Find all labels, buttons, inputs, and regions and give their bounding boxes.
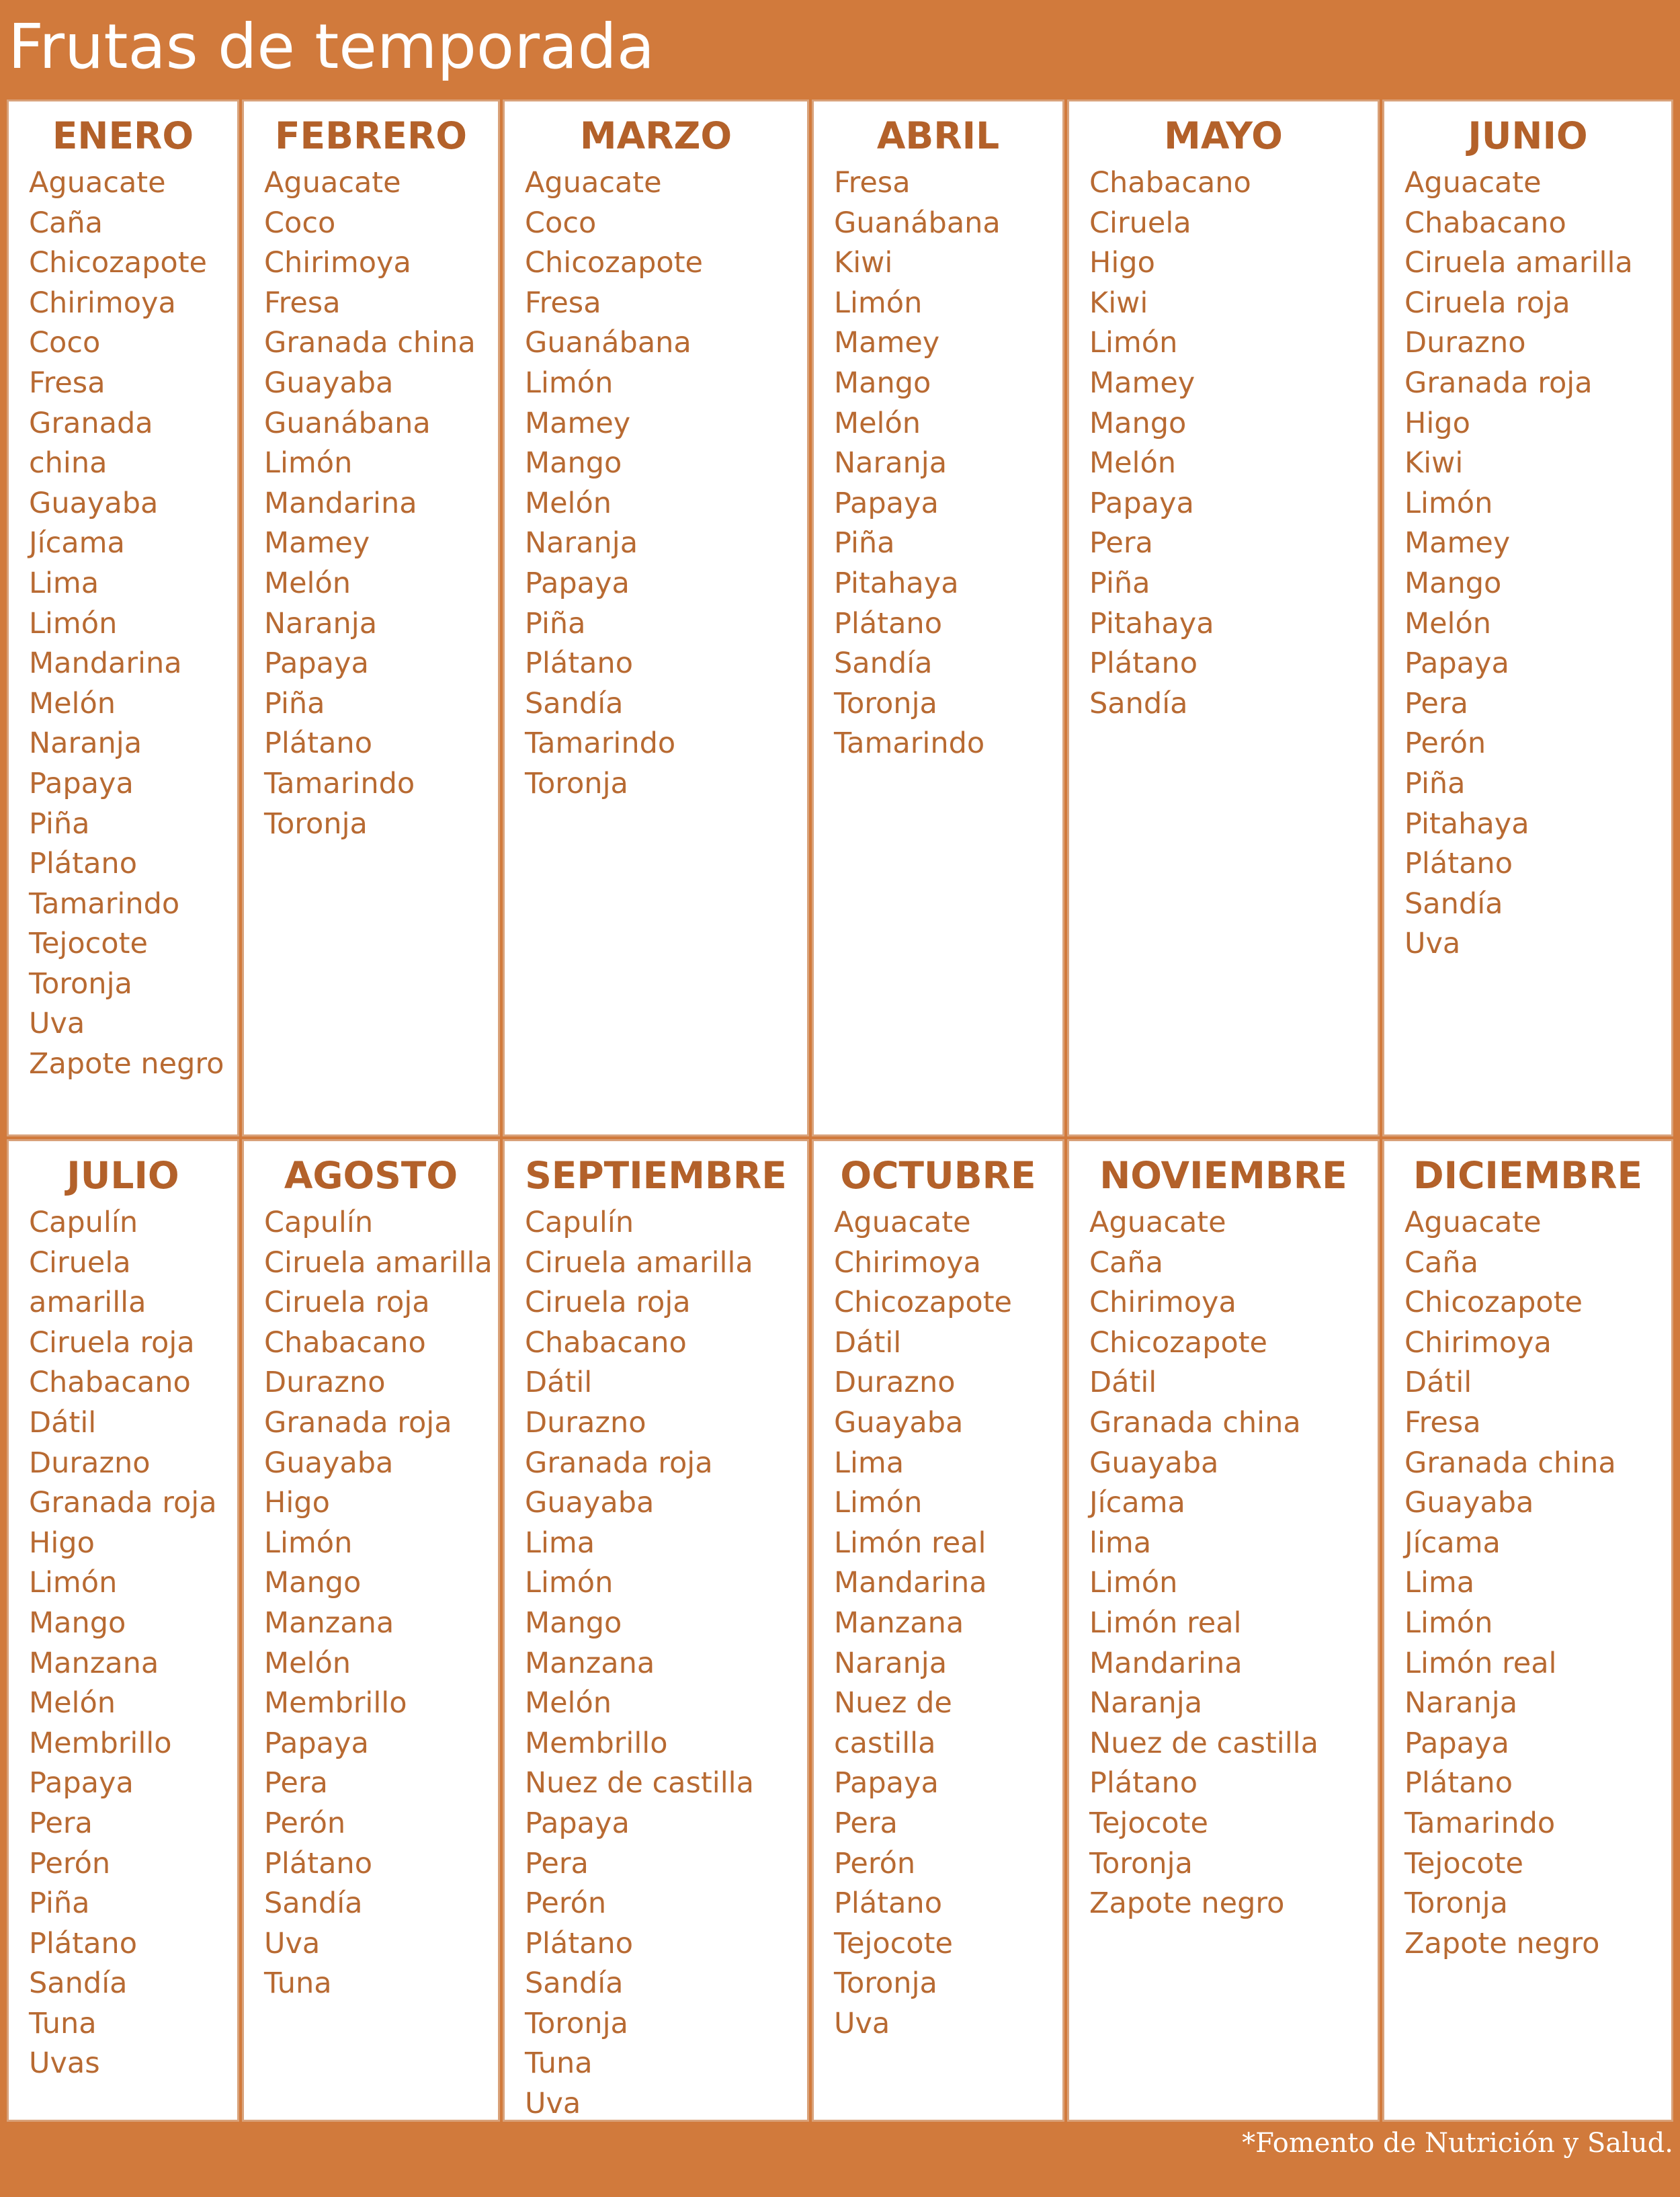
- fruit-item: Tuna: [29, 2006, 97, 2040]
- fruit-item: Dátil: [525, 1366, 593, 1400]
- fruit-item: Tamarindo: [834, 727, 985, 761]
- fruit-item: Nuez de: [834, 1686, 952, 1721]
- fruit-item: Sandía: [525, 686, 624, 720]
- fruit-item: Naranja: [1404, 1686, 1518, 1721]
- fruit-item: Higo: [264, 1486, 330, 1520]
- fruit-item: Caña: [1404, 1245, 1478, 1280]
- month-cell-agosto: [242, 1139, 500, 2122]
- fruit-list: [264, 163, 476, 844]
- fruit-item: Tejocote: [29, 927, 148, 961]
- fruit-item: Papaya: [525, 566, 630, 600]
- fruit-item: Granada roja: [264, 1405, 452, 1440]
- fruit-item: Perón: [834, 1846, 916, 1880]
- fruit-list: [834, 163, 1001, 764]
- fruit-item: Fresa: [264, 286, 341, 320]
- fruit-item: Granada china: [1089, 1405, 1301, 1440]
- fruit-item: Chabacano: [1089, 166, 1251, 200]
- fruit-item: Guayaba: [29, 486, 159, 520]
- fruit-item: Granada: [29, 406, 153, 440]
- fruit-item: Chirimoya: [29, 286, 176, 320]
- fruit-item: Piña: [29, 806, 90, 841]
- fruit-item: Dátil: [834, 1325, 902, 1360]
- fruit-item: Piña: [1089, 566, 1150, 600]
- fruit-item: china: [29, 446, 108, 481]
- fruit-item: Mandarina: [834, 1566, 987, 1600]
- fruit-item: Naranja: [29, 727, 142, 761]
- fruit-item: Naranja: [525, 526, 638, 561]
- fruit-item: Papaya: [1404, 647, 1509, 681]
- fruit-item: Granada roja: [1404, 366, 1593, 400]
- fruit-item: Ciruela: [29, 1245, 131, 1280]
- fruit-item: Ciruela amarilla: [525, 1245, 753, 1280]
- fruit-item: Uva: [264, 1926, 321, 1960]
- fruit-item: Sandía: [1089, 686, 1188, 720]
- fruit-item: Pera: [29, 1806, 93, 1840]
- fruit-item: Melón: [1089, 446, 1177, 481]
- fruit-item: Pitahaya: [834, 566, 959, 600]
- month-heading: DICIEMBRE: [1413, 1154, 1643, 1197]
- fruit-item: Tejocote: [834, 1926, 953, 1960]
- fruit-item: Chabacano: [264, 1325, 426, 1360]
- month-heading: MAYO: [1164, 114, 1283, 157]
- fruit-item: Limón: [264, 446, 353, 481]
- fruit-item: Manzana: [264, 1606, 394, 1640]
- fruit-item: Durazno: [264, 1366, 386, 1400]
- fruit-item: Chicozapote: [1089, 1325, 1268, 1360]
- fruit-item: lima: [1089, 1526, 1152, 1560]
- fruit-item: Durazno: [525, 1405, 646, 1440]
- fruit-list: [834, 1203, 1012, 2044]
- month-heading: NOVIEMBRE: [1099, 1154, 1347, 1197]
- fruit-item: Limón: [29, 606, 118, 640]
- fruit-item: Limón: [525, 366, 614, 400]
- fruit-item: Piña: [834, 526, 895, 561]
- footer-bar: [0, 2124, 1680, 2197]
- fruit-item: Ciruela: [1089, 206, 1191, 240]
- month-heading: ENERO: [52, 114, 194, 157]
- fruit-item: Guanábana: [264, 406, 431, 440]
- month-heading: JUNIO: [1468, 114, 1588, 157]
- fruit-item: Fresa: [525, 286, 601, 320]
- fruit-item: Chirimoya: [264, 246, 411, 280]
- fruit-item: Chirimoya: [834, 1245, 981, 1280]
- month-cell-mayo: [1067, 99, 1380, 1136]
- fruit-item: Pitahaya: [1404, 806, 1529, 841]
- fruit-item: Sandía: [834, 647, 933, 681]
- fruit-item: Toronja: [29, 966, 132, 1001]
- fruit-item: Guayaba: [264, 366, 394, 400]
- month-heading: OCTUBRE: [840, 1154, 1036, 1197]
- fruit-item: Durazno: [1404, 326, 1526, 360]
- fruit-item: Melón: [29, 686, 116, 720]
- fruit-item: Melón: [264, 1646, 351, 1680]
- fruit-item: Chicozapote: [29, 246, 208, 280]
- fruit-item: Aguacate: [1089, 1206, 1226, 1239]
- month-grid: [0, 94, 1680, 2124]
- fruit-item: Lima: [29, 566, 99, 600]
- fruit-item: Dátil: [1089, 1366, 1157, 1400]
- month-cell-noviembre: [1067, 1139, 1380, 2122]
- fruit-item: Lima: [525, 1526, 595, 1560]
- fruit-item: Plátano: [1404, 1766, 1513, 1800]
- month-cell-octubre: [812, 1139, 1064, 2122]
- fruit-item: Mamey: [1089, 366, 1195, 400]
- fruit-item: Zapote negro: [1404, 1926, 1600, 1960]
- fruit-item: Ciruela roja: [525, 1286, 691, 1320]
- fruit-item: Ciruela amarilla: [264, 1245, 493, 1280]
- fruit-item: Chicozapote: [834, 1286, 1013, 1320]
- fruit-list: [1089, 163, 1251, 724]
- fruit-item: Tamarindo: [264, 766, 415, 800]
- month-cell-febrero: [242, 99, 500, 1136]
- fruit-item: Aguacate: [1404, 166, 1542, 200]
- fruit-item: Tejocote: [1089, 1806, 1208, 1840]
- fruit-item: Ciruela roja: [29, 1325, 195, 1360]
- fruit-item: Mango: [264, 1566, 362, 1600]
- fruit-item: Nuez de castilla: [1089, 1726, 1318, 1760]
- fruit-item: Melón: [1404, 606, 1492, 640]
- fruit-list: [29, 1203, 217, 2084]
- fruit-item: Mamey: [1404, 526, 1511, 561]
- fruit-item: Ciruela amarilla: [1404, 246, 1633, 280]
- fruit-item: Lima: [834, 1446, 905, 1480]
- fruit-item: Uva: [29, 1007, 85, 1041]
- fruit-item: Zapote negro: [29, 1047, 224, 1081]
- month-heading: SEPTIEMBRE: [525, 1154, 787, 1197]
- fruit-item: Toronja: [525, 2006, 628, 2040]
- fruit-item: Limón: [834, 1486, 923, 1520]
- fruit-item: Guayaba: [264, 1446, 394, 1480]
- fruit-item: Aguacate: [29, 166, 166, 200]
- fruit-item: Kiwi: [1089, 286, 1148, 320]
- fruit-item: Papaya: [29, 1766, 134, 1800]
- fruit-item: Toronja: [525, 766, 628, 800]
- fruit-item: Piña: [29, 1887, 90, 1921]
- fruit-item: Mango: [834, 366, 931, 400]
- fruit-item: Mandarina: [264, 486, 417, 520]
- fruit-item: Aguacate: [834, 1206, 971, 1239]
- fruit-item: Limón: [264, 1526, 353, 1560]
- fruit-item: Limón: [834, 286, 923, 320]
- fruit-item: Toronja: [1089, 1846, 1193, 1880]
- fruit-item: Plátano: [29, 847, 137, 881]
- fruit-item: Aguacate: [264, 166, 401, 200]
- fruit-item: Aguacate: [525, 166, 662, 200]
- fruit-item: Manzana: [525, 1646, 655, 1680]
- fruit-list: [525, 163, 703, 804]
- month-heading: FEBRERO: [274, 114, 468, 157]
- fruit-item: Plátano: [834, 606, 942, 640]
- fruit-item: Pera: [834, 1806, 898, 1840]
- month-heading: AGOSTO: [284, 1154, 458, 1197]
- fruit-item: Toronja: [834, 1966, 937, 2001]
- fruit-item: Melón: [264, 566, 351, 600]
- fruit-item: Mango: [29, 1606, 126, 1640]
- fruit-item: Plátano: [1404, 847, 1513, 881]
- fruit-item: Mamey: [834, 326, 940, 360]
- page-title: Frutas de temporada: [8, 11, 655, 83]
- fruit-item: Melón: [525, 486, 612, 520]
- fruit-item: Caña: [1089, 1245, 1163, 1280]
- fruit-item: Plátano: [525, 647, 633, 681]
- fruit-item: Coco: [29, 326, 101, 360]
- fruit-item: Higo: [1404, 406, 1470, 440]
- fruit-item: Sandía: [525, 1966, 624, 2001]
- month-cell-diciembre: [1382, 1139, 1673, 2122]
- fruit-item: Ciruela roja: [1404, 286, 1570, 320]
- fruit-item: Uvas: [29, 2046, 100, 2081]
- fruit-item: Dátil: [29, 1405, 97, 1440]
- month-heading: ABRIL: [876, 114, 1000, 157]
- fruit-item: Limón real: [1404, 1646, 1557, 1680]
- fruit-item: Sandía: [264, 1887, 363, 1921]
- fruit-item: Mamey: [264, 526, 370, 561]
- fruit-item: Tamarindo: [525, 727, 676, 761]
- fruit-item: Mango: [525, 446, 622, 481]
- title-bar: [0, 0, 1680, 94]
- fruit-item: castilla: [834, 1726, 936, 1760]
- fruit-item: Mango: [1404, 566, 1502, 600]
- month-cell-junio: [1382, 99, 1673, 1136]
- fruit-item: Jícama: [29, 526, 125, 561]
- fruit-item: Kiwi: [834, 246, 893, 280]
- month-cell-septiembre: [503, 1139, 809, 2122]
- fruit-item: Pera: [264, 1766, 328, 1800]
- fruit-item: Pera: [1404, 686, 1468, 720]
- fruit-item: Chicozapote: [525, 246, 704, 280]
- fruit-item: Higo: [1089, 246, 1155, 280]
- fruit-item: Limón: [1089, 326, 1178, 360]
- fruit-item: Perón: [264, 1806, 346, 1840]
- fruit-item: Limón real: [1089, 1606, 1242, 1640]
- fruit-item: Tuna: [264, 1966, 332, 2001]
- fruit-item: Pitahaya: [1089, 606, 1214, 640]
- fruit-item: Jícama: [1404, 1526, 1501, 1560]
- fruit-item: Granada china: [1404, 1446, 1616, 1480]
- fruit-item: Limón: [1089, 1566, 1178, 1600]
- fruit-item: Guayaba: [525, 1486, 655, 1520]
- fruit-item: Plátano: [1089, 1766, 1198, 1800]
- fruit-item: Higo: [29, 1526, 95, 1560]
- fruit-item: Melón: [525, 1686, 612, 1721]
- fruit-item: Caña: [29, 206, 103, 240]
- fruit-item: Membrillo: [264, 1686, 407, 1721]
- fruit-item: Fresa: [834, 166, 911, 200]
- fruit-item: Papaya: [1089, 486, 1194, 520]
- fruit-item: Plátano: [1089, 647, 1198, 681]
- fruit-item: Fresa: [1404, 1405, 1481, 1440]
- fruit-item: Piña: [264, 686, 325, 720]
- fruit-item: Piña: [1404, 766, 1466, 800]
- fruit-item: Mandarina: [29, 647, 182, 681]
- fruit-item: Perón: [29, 1846, 111, 1880]
- fruit-item: Mango: [525, 1606, 622, 1640]
- fruit-item: Dátil: [1404, 1366, 1472, 1400]
- fruit-item: Granada roja: [525, 1446, 713, 1480]
- fruit-list: [1404, 163, 1633, 964]
- fruit-item: Plátano: [264, 727, 372, 761]
- fruit-list: [1404, 1203, 1616, 1964]
- fruit-item: amarilla: [29, 1286, 146, 1320]
- month-heading: JULIO: [67, 1154, 179, 1197]
- fruit-list: [1089, 1203, 1318, 1924]
- fruit-item: Granada roja: [29, 1486, 217, 1520]
- fruit-item: Capulín: [29, 1206, 138, 1239]
- fruit-list: [29, 163, 224, 1085]
- fruit-item: Granada china: [264, 326, 476, 360]
- fruit-item: Plátano: [264, 1846, 372, 1880]
- fruit-item: Capulín: [525, 1206, 634, 1239]
- fruit-item: Plátano: [525, 1926, 633, 1960]
- month-cell-enero: [7, 99, 239, 1136]
- month-heading: MARZO: [579, 114, 732, 157]
- fruit-item: Mango: [1089, 406, 1187, 440]
- fruit-item: Fresa: [29, 366, 106, 400]
- fruit-item: Uva: [525, 2087, 581, 2121]
- fruit-item: Uva: [1404, 927, 1461, 961]
- fruit-item: Kiwi: [1404, 446, 1464, 481]
- fruit-item: Pera: [1089, 526, 1153, 561]
- fruit-item: Guanábana: [525, 326, 691, 360]
- fruit-item: Chirimoya: [1089, 1286, 1236, 1320]
- fruit-item: Jícama: [1089, 1486, 1185, 1520]
- fruit-item: Chicozapote: [1404, 1286, 1583, 1320]
- fruit-item: Papaya: [1404, 1726, 1509, 1760]
- fruit-item: Aguacate: [1404, 1206, 1542, 1239]
- fruit-item: Chabacano: [1404, 206, 1566, 240]
- fruit-item: Papaya: [834, 486, 939, 520]
- fruit-item: Perón: [525, 1887, 607, 1921]
- fruit-item: Limón: [525, 1566, 614, 1600]
- fruit-item: Manzana: [29, 1646, 159, 1680]
- fruit-item: Durazno: [834, 1366, 956, 1400]
- fruit-item: Naranja: [834, 446, 948, 481]
- fruit-item: Sandía: [1404, 886, 1503, 921]
- fruit-item: Durazno: [29, 1446, 151, 1480]
- fruit-item: Guayaba: [1404, 1486, 1534, 1520]
- fruit-item: Perón: [1404, 727, 1486, 761]
- fruit-item: Limón: [29, 1566, 118, 1600]
- month-cell-marzo: [503, 99, 809, 1136]
- fruit-item: Sandía: [29, 1966, 128, 2001]
- fruit-item: Melón: [834, 406, 921, 440]
- fruit-item: Guayaba: [834, 1405, 964, 1440]
- fruit-item: Toronja: [1404, 1887, 1508, 1921]
- fruit-item: Papaya: [264, 1726, 369, 1760]
- fruit-item: Coco: [264, 206, 336, 240]
- fruit-item: Limón: [1404, 486, 1493, 520]
- fruit-item: Plátano: [29, 1926, 137, 1960]
- fruit-item: Guayaba: [1089, 1446, 1219, 1480]
- fruit-item: Naranja: [1089, 1686, 1203, 1721]
- fruit-list: [525, 1203, 754, 2122]
- fruit-item: Nuez de castilla: [525, 1766, 754, 1800]
- fruit-item: Zapote negro: [1089, 1887, 1285, 1921]
- fruit-item: Tamarindo: [29, 886, 180, 921]
- month-cell-abril: [812, 99, 1064, 1136]
- fruit-item: Plátano: [834, 1887, 942, 1921]
- fruit-item: Guanábana: [834, 206, 1001, 240]
- fruit-item: Chabacano: [525, 1325, 687, 1360]
- fruit-item: Membrillo: [29, 1726, 172, 1760]
- fruit-item: Chirimoya: [1404, 1325, 1552, 1360]
- fruit-item: Tamarindo: [1404, 1806, 1556, 1840]
- footer-source: *Fomento de Nutrición y Salud.: [1242, 2128, 1673, 2159]
- fruit-item: Limón real: [834, 1526, 986, 1560]
- fruit-item: Naranja: [264, 606, 378, 640]
- fruit-item: Lima: [1404, 1566, 1475, 1600]
- fruit-item: Limón: [1404, 1606, 1493, 1640]
- fruit-item: Manzana: [834, 1606, 964, 1640]
- fruit-item: Capulín: [264, 1206, 374, 1239]
- fruit-item: Papaya: [29, 766, 134, 800]
- fruit-item: Uva: [834, 2006, 890, 2040]
- fruit-item: Melón: [29, 1686, 116, 1721]
- fruit-item: Papaya: [525, 1806, 630, 1840]
- fruit-item: Chabacano: [29, 1366, 191, 1400]
- fruit-item: Mandarina: [1089, 1646, 1243, 1680]
- fruit-list: [264, 1203, 493, 2004]
- fruit-item: Naranja: [834, 1646, 948, 1680]
- fruit-item: Membrillo: [525, 1726, 668, 1760]
- fruit-item: Pera: [525, 1846, 589, 1880]
- fruit-item: Papaya: [264, 647, 369, 681]
- fruit-item: Tejocote: [1404, 1846, 1523, 1880]
- fruit-item: Toronja: [834, 686, 937, 720]
- fruit-item: Ciruela roja: [264, 1286, 430, 1320]
- month-cell-julio: [7, 1139, 239, 2122]
- fruit-item: Papaya: [834, 1766, 939, 1800]
- fruit-item: Toronja: [264, 806, 368, 841]
- fruit-item: Piña: [525, 606, 586, 640]
- fruit-item: Tuna: [525, 2046, 593, 2081]
- fruit-item: Mamey: [525, 406, 631, 440]
- fruit-item: Coco: [525, 206, 597, 240]
